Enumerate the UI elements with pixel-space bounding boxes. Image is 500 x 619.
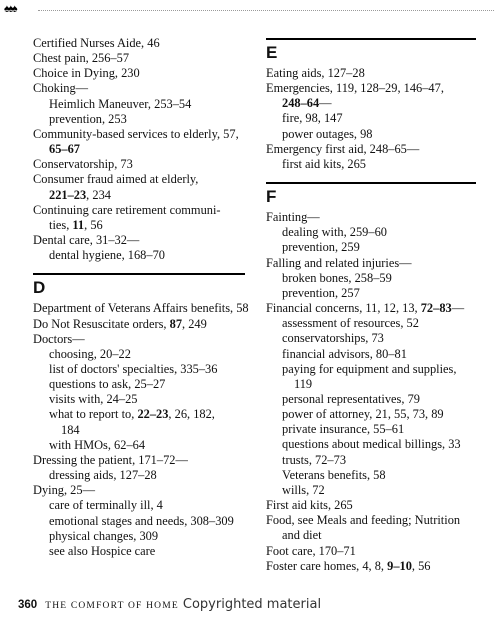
index-entry-continuation: and diet <box>282 528 322 543</box>
index-entry: Emergencies, 119, 128–29, 146–47, <box>266 81 444 96</box>
index-entry-continuation: 221–23, 234 <box>49 187 111 202</box>
section-header-d <box>33 273 245 299</box>
index-subentry: prevention, 259 <box>282 240 360 255</box>
page-footer <box>18 597 321 612</box>
index-entry: Certified Nurses Aide, 46 <box>33 36 160 50</box>
index-entry: Foster care homes, 4, 8, 9–10, 56 <box>266 558 431 573</box>
index-subentry: list of doctors' specialties, 335–36 <box>49 361 218 376</box>
index-entry: Eating aids, 127–28 <box>266 66 365 80</box>
index-entry: Financial concerns, 11, 12, 13, 72–83— <box>266 301 465 316</box>
index-subentry: trusts, 72–73 <box>282 452 347 467</box>
index-subentry: Veterans benefits, 58 <box>282 467 386 482</box>
section-rule <box>33 273 245 275</box>
index-entry: Continuing care retirement communi- <box>33 202 221 217</box>
index-subentry: see also Hospice care <box>49 543 156 558</box>
index-subentry: questions about medical billings, 33 <box>282 437 461 452</box>
index-entry: Community-based services to elderly, 57, <box>33 126 239 141</box>
index-subentry: care of terminally ill, 4 <box>49 498 163 513</box>
index-subentry: what to report to, 22–23, 26, 182, <box>49 407 215 422</box>
index-entry-continuation: 248–64— <box>282 96 332 111</box>
index-entry: Chest pain, 256–57 <box>33 51 130 66</box>
page-number: 360 <box>18 599 38 611</box>
index-subentry: with HMOs, 62–64 <box>49 437 146 452</box>
running-title: THE COMFORT OF HOME <box>45 601 179 611</box>
index-subentry: broken bones, 258–59 <box>282 270 392 285</box>
index-entry: Do Not Resuscitate orders, 87, 249 <box>33 316 207 331</box>
index-entry: Doctors— <box>33 331 85 346</box>
index-entry: Food, see Meals and feeding; Nutrition <box>266 513 461 528</box>
index-entry: Department of Veterans Affairs benefits, 58 <box>33 301 249 316</box>
section-letter: F <box>266 187 277 207</box>
index-subentry-continuation: 184 <box>61 422 80 437</box>
section-header-e <box>266 38 476 64</box>
index-subentry: dressing aids, 127–28 <box>49 468 157 483</box>
index-subentry: emotional stages and needs, 308–309 <box>49 513 234 528</box>
index-subentry: first aid kits, 265 <box>282 156 366 171</box>
index-subentry: questions to ask, 25–27 <box>49 377 166 392</box>
top-ornament <box>4 4 494 16</box>
index-subentry: prevention, 253 <box>49 111 127 126</box>
index-subentry: wills, 72 <box>282 482 325 497</box>
index-entry: First aid kits, 265 <box>266 498 353 513</box>
index-entry: Emergency first aid, 248–65— <box>266 141 420 156</box>
index-entry: Choice in Dying, 230 <box>33 66 140 81</box>
index-subentry: physical changes, 309 <box>49 528 159 543</box>
index-subentry: financial advisors, 80–81 <box>282 346 407 361</box>
copyright-watermark: Copyrighted material <box>182 597 322 612</box>
index-column-left <box>33 36 249 559</box>
index-entry-continuation: ties, 11, 56 <box>49 217 103 232</box>
index-entry: Fainting— <box>266 210 320 225</box>
index-entry-continuation: 65–67 <box>49 142 80 157</box>
index-entry: Conservatorship, 73 <box>33 157 133 172</box>
index-subentry: fire, 98, 147 <box>282 111 343 126</box>
section-letter: D <box>33 278 46 298</box>
dotted-rule <box>38 10 494 11</box>
index-subentry: Heimlich Maneuver, 253–54 <box>49 96 192 111</box>
ornament-glyphs: ♠♠♠ <box>4 3 16 15</box>
index-subentry: private insurance, 55–61 <box>282 422 405 437</box>
index-entry: Falling and related injuries— <box>266 255 412 270</box>
index-subentry-continuation: 119 <box>294 376 313 391</box>
index-subentry: personal representatives, 79 <box>282 391 420 406</box>
index-subentry: power outages, 98 <box>282 126 373 141</box>
index-subentry: assessment of resources, 52 <box>282 316 419 331</box>
index-subentry: conservatorships, 73 <box>282 331 384 346</box>
index-subentry: power of attorney, 21, 55, 73, 89 <box>282 407 444 422</box>
index-subentry: choosing, 20–22 <box>49 346 131 361</box>
index-entry: Consumer fraud aimed at elderly, <box>33 172 199 187</box>
index-entry: Dental care, 31–32— <box>33 233 140 248</box>
index-entry: Dressing the patient, 171–72— <box>33 452 188 467</box>
section-rule <box>266 38 476 40</box>
index-subentry: prevention, 257 <box>282 285 360 300</box>
section-header-f <box>266 182 476 208</box>
index-subentry: dealing with, 259–60 <box>282 225 387 240</box>
section-rule <box>266 182 476 184</box>
index-subentry: visits with, 24–25 <box>49 392 138 407</box>
index-entry: Choking— <box>33 81 89 96</box>
index-entry: Dying, 25— <box>33 483 95 498</box>
index-subentry: dental hygiene, 168–70 <box>49 248 165 263</box>
index-subentry: paying for equipment and supplies, <box>282 361 457 376</box>
section-letter: E <box>266 43 278 62</box>
index-column-right <box>266 36 476 574</box>
index-entry: Foot care, 170–71 <box>266 543 356 558</box>
